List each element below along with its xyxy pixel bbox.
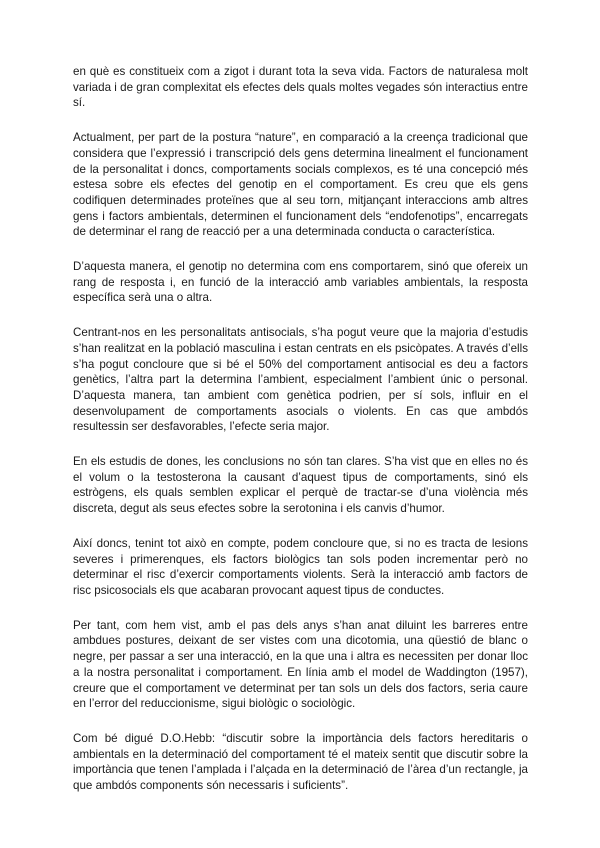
paragraph-zygote: en què es constitueix com a zigot i durant tota la seva vida. Factors de naturalesa molt variada i de gran complexitat els efectes dels quals moltes vegades són interactius entre sí. xyxy=(73,65,528,110)
paragraph-antisocial-personalities: Centrant-nos en les personalitats antisocials, s’ha pogut veure que la majoria d’estudis s’han realitzat en la població masculina i estan centrats en els psicòpates. A través d’ells s’ha pogut concloure que si bé el 50% del comportament antisocial es deu a factors genètics, l’altra part la determina l’ambient, especialment l’ambient únic o personal. D’aquesta manera, tan ambient com genètica podrien, per sí sols, influir en el desenvolupament de comportaments asocials o violents. En cas que ambdós resultessin ser desfavorables, l’efecte seria major. xyxy=(73,326,528,434)
paragraph-conclusion: Així doncs, tenint tot això en compte, podem concloure que, si no es tracta de lesions severes i primerenques, els factors biològics tan sols poden incrementar però no determinar el risc d’exercir comportaments violents. Serà la interacció amb factors de risc psicosocials els que acabaran provocant aquest tipus de conductes. xyxy=(73,536,528,597)
paragraph-nature-posture: Actualment, per part de la postura “nature”, en comparació a la creença tradicional que considera que l’expressió i transcripció dels gens determina linealment el funcionament de la personalitat i doncs, comportaments socials complexos, es té una concepció més estesa sobre els efectes del genotip en el comportament. Es creu que els gens codifiquen determinades proteïnes que al seu torn, mitjançant interaccions amb altres gens i factors ambientals, determinen el funcionament dels “endofenotips”, encarregats de determinar el rang de reacció per a una determinada conducta o característica. xyxy=(73,131,528,239)
document-page xyxy=(73,64,528,813)
paragraph-interaction: Per tant, com hem vist, amb el pas dels anys s’han anat diluint les barreres entre ambdues postures, deixant de ser vistes com una dicotomia, una qüestió de blanc o negre, per passar a ser una interacció, en la que una i altra es necessiten per donar lloc a la nostra personalitat i comportament. En línia amb el model de Waddington (1957), creure que el comportament ve determinat per tan sols un dels dos factors, seria caure en l’error del reduccionisme, sigui biològic o sociològic. xyxy=(73,618,528,711)
paragraph-women-studies: En els estudis de dones, les conclusions no són tan clares. S’ha vist que en elles no és el volum o la testosterona la causant d’aquest tipus de comportaments, sinó els estrògens, els quals semblen explicar el perquè de tractar-se d’una violència més discreta, degut als seus efectes sobre la serotonina i els canvis d’humor. xyxy=(73,455,528,516)
paragraph-hebb-quote: Com bé digué D.O.Hebb: “discutir sobre la importància dels factors hereditaris o ambientals en la determinació del comportament té el mateix sentit que discutir sobre la importància que tenen l’amplada i l’alçada en la determinació de l’àrea d’un rectangle, ja que ambdós components són necessaris i suficients”. xyxy=(73,731,528,793)
paragraph-genotype-range: D’aquesta manera, el genotip no determina com ens comportarem, sinó que ofereix un rang de resposta i, en funció de la interacció amb variables ambientals, la resposta específica serà una o altra. xyxy=(73,260,528,305)
